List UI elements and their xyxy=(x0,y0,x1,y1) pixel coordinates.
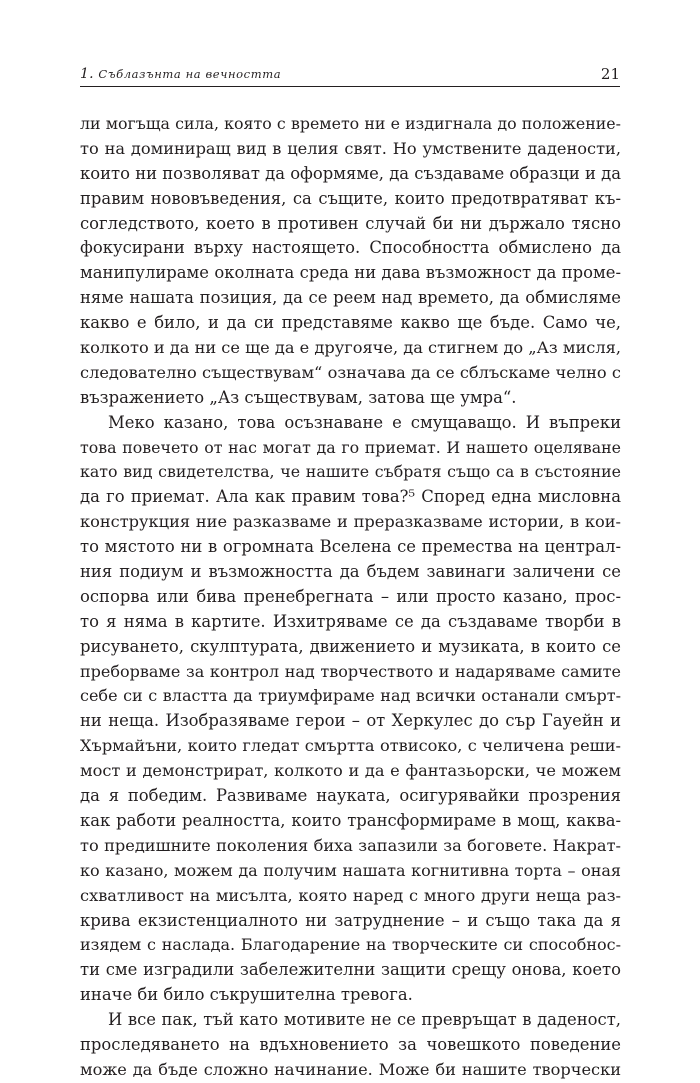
text-line: конструкция ние разказваме и преразказваме истории, в кои- xyxy=(80,512,621,532)
text-line: то предишните поколения биха запазили за боговете. Накрат- xyxy=(80,835,621,855)
text-line: ко казано, можем да получим нашата когнитивна торта – оная xyxy=(80,860,621,880)
text-line: фокусирани върху настоящето. Способността обмислено да xyxy=(80,238,621,258)
text-line: ли могъща сила, която с времето ни е издигнала до положение- xyxy=(80,114,621,133)
text-line: манипулираме околната среда ни дава възможност да проме- xyxy=(80,263,621,283)
text-line: преборваме за контрол над творчеството и надаряваме самите xyxy=(80,661,621,681)
text-line: възражението „Аз съществувам, затова ще умра“. xyxy=(80,387,517,407)
chapter-title-text: Съблазънта на вечността xyxy=(98,67,282,81)
chapter-title xyxy=(80,64,281,84)
text-line: ти сме изградили забележителни защити срещу онова, което xyxy=(80,960,621,980)
text-line: следователно съществувам“ означава да се сблъскаме челно с xyxy=(80,362,621,382)
text-line: да го приемат. Ала как правим това?⁵ Според една мисловна xyxy=(80,487,621,507)
text-line: какво е било, и да си представяме какво ще бъде. Само че, xyxy=(80,313,621,333)
text-line: това повечето от нас могат да го приемат. И нашето оцеляване xyxy=(80,437,621,457)
text-line: схватливост на мисълта, която наред с много други неща раз- xyxy=(80,885,621,905)
text-line: колкото и да ни се ще да е другояче, да стигнем до „Аз мисля, xyxy=(80,338,621,358)
text-line: то я няма в картите. Изхитряваме се да създаваме творби в xyxy=(80,611,621,631)
text-line: крива екзистенциалното ни затруднение – и също така да я xyxy=(80,910,621,930)
text-line: изядем с наслада. Благодарение на творческите си способнос- xyxy=(80,935,621,955)
text-line: ния подиум и възможността да бъдем завинаги заличени се xyxy=(80,562,621,582)
text-line: то мястото ни в огромната Вселена се премества на централ- xyxy=(80,537,621,557)
text-line: може да бъде сложно начинание. Може би нашите творчески xyxy=(80,1059,621,1079)
text-line: които ни позволяват да оформяме, да създаваме образци и да xyxy=(80,163,621,183)
page-number: 21 xyxy=(600,65,620,83)
text-line: няме нашата позиция, да се реем над времето, да обмисляме xyxy=(80,288,621,308)
chapter-number: 1. xyxy=(80,66,94,82)
body-text xyxy=(80,112,621,1083)
text-line: рисуването, скулптурата, движението и музиката, в които се xyxy=(80,636,621,656)
text-line: себе си с властта да триумфираме над всички останали смърт- xyxy=(80,686,621,706)
text-line: Хърмайъни, които гледат смъртта отвисоко, с челичена реши- xyxy=(80,736,621,756)
text-line: правим нововъведения, са същите, които предотвратяват къ- xyxy=(80,188,621,208)
text-line: то на доминиращ вид в целия свят. Но умствените дадености, xyxy=(80,138,621,158)
text-line: И все пак, тъй като мотивите не се превръщат в даденост, xyxy=(108,1010,621,1030)
text-line: мост и демонстрират, колкото и да е фантазьорски, че можем xyxy=(80,761,621,781)
text-line: като вид свидетелства, че нашите събратя също са в състояние xyxy=(80,462,621,482)
text-line: Меко казано, това осъзнаване е смущаващо. И въпреки xyxy=(108,412,621,432)
text-line: оспорва или бива пренебрегната – или просто казано, прос- xyxy=(80,586,621,606)
text-line: ни неща. Изобразяваме герои – от Херкулес до сър Гауейн и xyxy=(80,711,621,731)
text-line: как работи реалността, които трансформираме в мощ, каква- xyxy=(80,810,621,830)
text-line: согледството, което в противен случай би ни държало тясно xyxy=(80,213,621,233)
text-line: иначе би било съкрушителна тревога. xyxy=(80,985,413,1005)
running-header xyxy=(80,64,620,87)
text-line: проследяването на вдъхновението за човешкото поведение xyxy=(80,1034,621,1054)
text-line: да я победим. Развиваме науката, осигурявайки прозрения xyxy=(80,786,621,806)
